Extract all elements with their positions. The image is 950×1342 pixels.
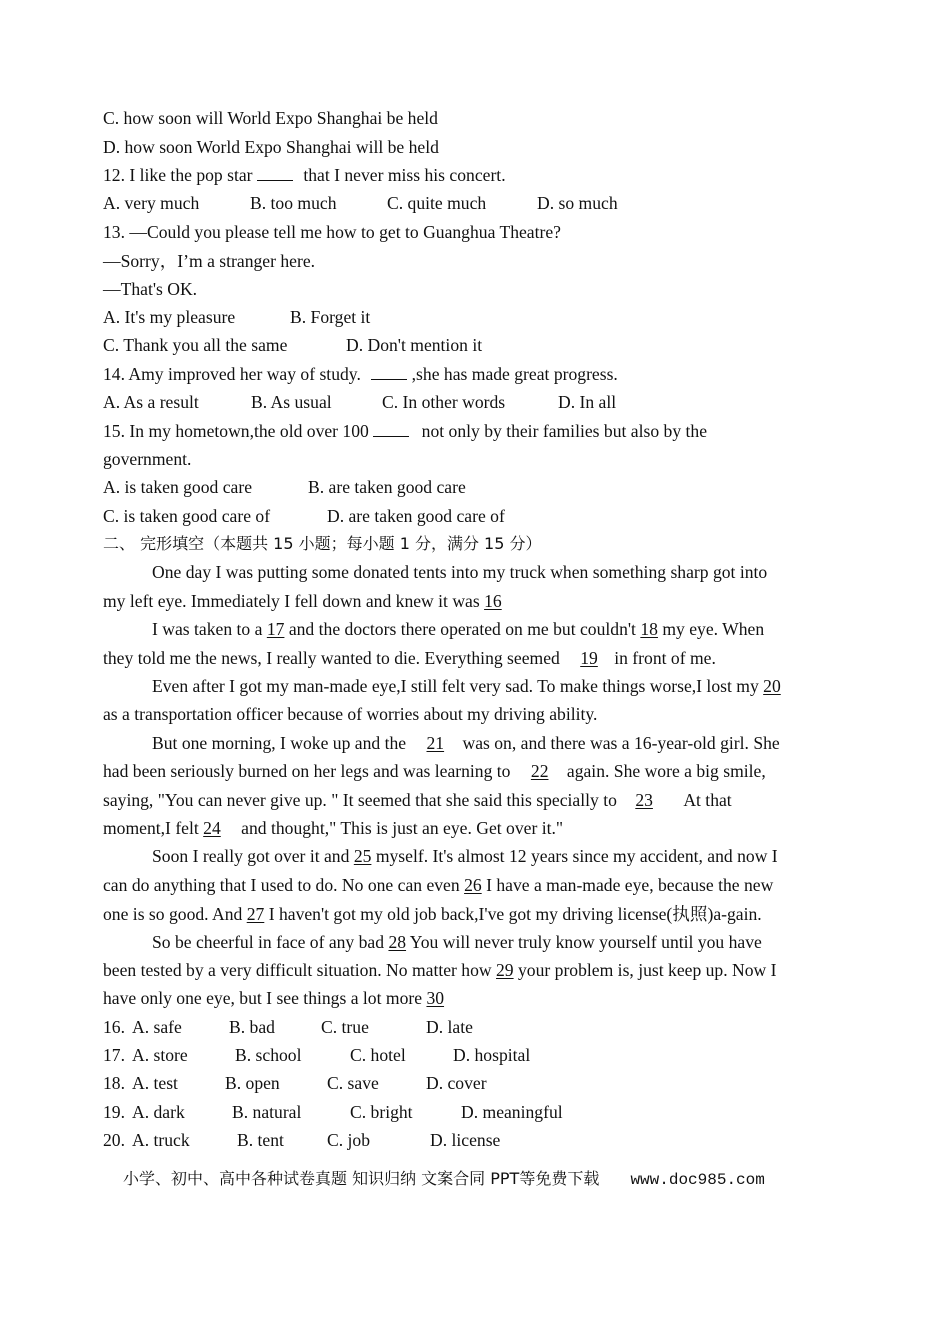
answer-option-a: A. store: [132, 1045, 188, 1065]
q15-stem-b: not only by their families but also by the: [421, 421, 708, 441]
answer-number: 17.: [103, 1045, 125, 1065]
answer-option-d: D. license: [430, 1130, 501, 1150]
passage-p1-line-1: One day I was putting some donated tents into my truck when something sharp got into: [152, 562, 768, 582]
passage-p5-line-2: [103, 873, 773, 897]
answer-option-a: A. safe: [132, 1017, 182, 1037]
blank-27: 27: [246, 904, 265, 924]
blank-30: 30: [426, 988, 445, 1008]
blank-22: 22: [530, 761, 549, 781]
blank-21: 21: [426, 733, 445, 753]
passage-text: and the doctors there operated on me but couldn't: [288, 619, 636, 639]
answer-number: 19.: [103, 1102, 125, 1122]
passage-text: At that: [683, 790, 732, 810]
q12-stem-b: that I never miss his concert.: [303, 165, 506, 185]
answer-option-d: D. hospital: [453, 1045, 531, 1065]
q15-option-c: C. is taken good care of: [103, 506, 271, 526]
answer-option-b: B. bad: [229, 1017, 275, 1037]
footer-url[interactable]: www.doc985.com: [630, 1171, 765, 1189]
q12-option-b: B. too much: [250, 193, 337, 213]
q13-option-a: A. It's my pleasure: [103, 307, 236, 327]
passage-text: and thought," This is just an eye. Get over it.": [241, 818, 564, 838]
passage-text: my eye. When: [662, 619, 765, 639]
answer-option-a: A. truck: [132, 1130, 190, 1150]
passage-text: been tested by a very difficult situation. No matter how: [103, 960, 492, 980]
q12-blank: [257, 164, 293, 181]
q15-stem-c: government.: [103, 449, 192, 469]
answer-option-c: C. save: [327, 1073, 379, 1093]
passage-text: I was taken to a: [152, 619, 263, 639]
blank-19: 19: [580, 648, 598, 668]
q15-option-d: D. are taken good care of: [327, 506, 505, 526]
blank-29: 29: [496, 960, 514, 980]
q13-option-c: C. Thank you all the same: [103, 335, 288, 355]
passage-text: You will never truly know yourself until you have: [409, 932, 762, 952]
q15-option-b: B. are taken good care: [308, 477, 466, 497]
passage-p4-line-2: [103, 759, 766, 783]
passage-p3-line-1: [152, 674, 785, 698]
q14-blank: [371, 363, 407, 380]
q15-option-a: A. is taken good care: [103, 477, 253, 497]
q12-stem-a: 12. I like the pop star: [103, 165, 253, 185]
q14-option-b: B. As usual: [251, 392, 332, 412]
passage-text: again. She wore a big smile,: [566, 761, 766, 781]
q13-line-1: 13. ―Could you please tell me how to get to Guanghua Theatre?: [103, 222, 561, 242]
passage-text: Soon I really got over it and: [152, 846, 350, 866]
q14-option-c: C. In other words: [382, 392, 506, 412]
passage-text: have only one eye, but I see things a lot more: [103, 988, 423, 1008]
question-12: [103, 163, 506, 187]
q14-stem-a: 14. Amy improved her way of study.: [103, 364, 361, 384]
passage-p6-line-3: [103, 986, 444, 1010]
q12-option-d: D. so much: [537, 193, 618, 213]
passage-text: I haven't got my old job back,I've got my driving license(执照)a-gain.: [268, 904, 762, 924]
passage-p6-line-1: [152, 930, 762, 954]
passage-text: I have a man-made eye, because the new: [486, 875, 774, 895]
q15-blank: [373, 420, 409, 437]
q11-option-c: C. how soon will World Expo Shanghai be held: [103, 108, 438, 128]
passage-p5-line-3: [103, 902, 762, 926]
passage-text: Even after I got my man-made eye,I still felt very sad. To make things worse,I lost my: [152, 676, 759, 696]
answer-number: 18.: [103, 1073, 125, 1093]
answer-option-b: B. open: [225, 1073, 280, 1093]
passage-p5-line-1: [152, 844, 778, 868]
q14-stem-b: ,she has made great progress.: [411, 364, 618, 384]
answer-option-b: B. school: [235, 1045, 302, 1065]
answer-option-c: C. bright: [350, 1102, 413, 1122]
question-14: [103, 362, 618, 386]
answer-option-d: D. late: [426, 1017, 473, 1037]
blank-20: 20: [763, 676, 781, 696]
passage-text: But one morning, I woke up and the: [152, 733, 407, 753]
answer-number: 16.: [103, 1017, 125, 1037]
blank-28: 28: [388, 932, 407, 952]
footer-text: 小学、初中、高中各种试卷真题 知识归纳 文案合同 PPT等免费下载: [123, 1169, 600, 1188]
q14-option-d: D. In all: [558, 392, 617, 412]
passage-text: one is so good. And: [103, 904, 243, 924]
passage-text: myself. It's almost 12 years since my accident, and now I: [375, 846, 778, 866]
section-2-heading: 二、 完形填空（本题共 15 小题；每小题 1 分，满分 15 分）: [103, 534, 542, 553]
passage-p2-line-1: [152, 617, 764, 641]
passage-text: saying, "You can never give up. " It seemed that she said this specially to: [103, 790, 617, 810]
q15-stem-a: 15. In my hometown,the old over 100: [103, 421, 369, 441]
passage-text: moment,I felt: [103, 818, 199, 838]
q13-line-3: —That's OK.: [103, 279, 198, 299]
answer-option-d: D. cover: [426, 1073, 487, 1093]
page-footer: [123, 1167, 765, 1192]
passage-text: they told me the news, I really wanted to die. Everything seemed: [103, 648, 560, 668]
q14-option-a: A. As a result: [103, 392, 199, 412]
answer-option-b: B. tent: [237, 1130, 284, 1150]
q11-option-d: D. how soon World Expo Shanghai will be held: [103, 137, 439, 157]
answer-option-c: C. job: [327, 1130, 371, 1150]
q12-option-c: C. quite much: [387, 193, 487, 213]
passage-text: was on, and there was a 16-year-old girl. She: [462, 733, 780, 753]
passage-p2-line-2: [103, 646, 716, 670]
passage-text: my left eye. Immediately I fell down and knew it was: [103, 591, 480, 611]
question-15: [103, 419, 707, 443]
blank-24: 24: [203, 818, 221, 838]
passage-text: your problem is, just keep up. Now I: [518, 960, 777, 980]
passage-text: So be cheerful in face of any bad: [152, 932, 385, 952]
passage-text: can do anything that I used to do. No one can even: [103, 875, 460, 895]
blank-16: 16: [484, 591, 502, 611]
q13-option-d: D. Don't mention it: [346, 335, 483, 355]
passage-p6-line-2: [103, 958, 777, 982]
answer-option-a: A. test: [132, 1073, 178, 1093]
blank-25: 25: [353, 846, 372, 866]
passage-p4-line-3: [103, 788, 732, 812]
answer-option-c: C. true: [321, 1017, 369, 1037]
passage-p4-line-4: [103, 816, 563, 840]
q12-option-a: A. very much: [103, 193, 200, 213]
passage-p4-line-1: [152, 731, 780, 755]
answer-option-a: A. dark: [132, 1102, 185, 1122]
passage-p1-line-2: [103, 589, 502, 613]
blank-23: 23: [635, 790, 653, 810]
q13-option-b: B. Forget it: [290, 307, 371, 327]
answer-option-d: D. meaningful: [461, 1102, 563, 1122]
answer-option-c: C. hotel: [350, 1045, 406, 1065]
answer-number: 20.: [103, 1130, 125, 1150]
blank-17: 17: [266, 619, 285, 639]
blank-18: 18: [640, 619, 658, 639]
blank-26: 26: [464, 875, 482, 895]
passage-p3-line-2: as a transportation officer because of worries about my driving ability.: [103, 704, 598, 724]
answer-option-b: B. natural: [232, 1102, 302, 1122]
passage-text: in front of me.: [614, 648, 716, 668]
passage-text: had been seriously burned on her legs and was learning to: [103, 761, 511, 781]
q13-line-2: ―Sorry，I’m a stranger here.: [103, 251, 316, 271]
